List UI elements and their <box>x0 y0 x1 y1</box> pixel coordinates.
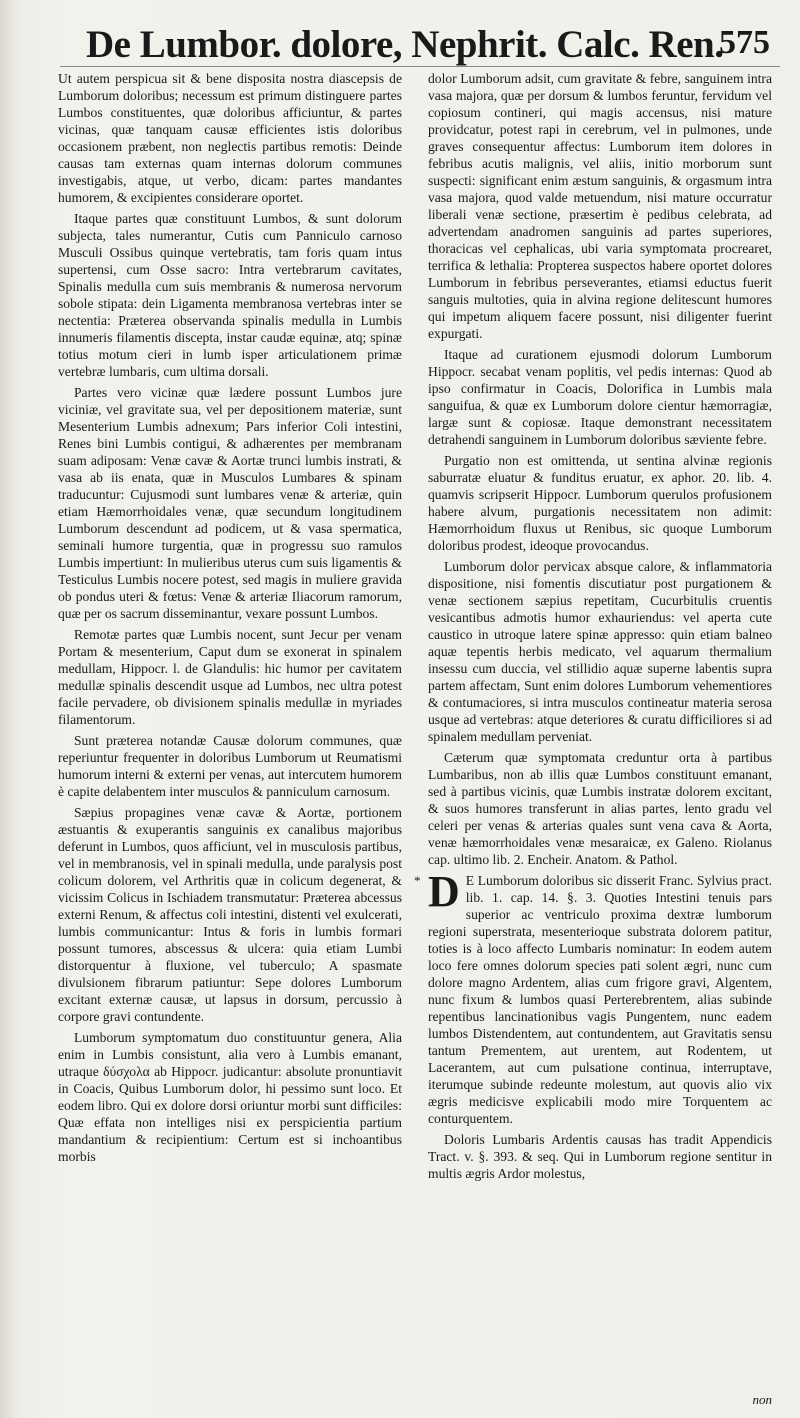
margin-marker: * <box>414 873 421 888</box>
paragraph: Cæterum quæ symptomata creduntur orta à partibus Lumbaribus, non ab illis quæ Lumbos constituunt emanant, sed à partibus vicinis, quæ Lumbis instratæ dolorem excitant, & suos humores transferunt in alias partes, lento gradu vel celeri per venas & arterias quales sunt vena cava & Aorta, venæ hæmorrhoidales venæ mesaraicæ, ex Galeno. Riolanus cap. ultimo lib. 2. Encheir. Anatom. & Pathol. <box>428 750 772 867</box>
paragraph: Ut autem perspicua sit & bene disposita nostra diascepsis de Lumborum doloribus; necessum est primum distinguere partes Lumbos constituentes, quæ doloribus afficiuntur, & partes vicinas, quæ tanquam causæ efficientes istis doloribus occasionem præbent, non neglectis partibus remotis: Deinde causas tam externas quam internas dolorum communes investigabis, atque, ut verbo, dicam: partes mandantes humorem, & excipientes considerare oportet. <box>58 71 402 205</box>
paragraph: Remotæ partes quæ Lumbis nocent, sunt Jecur per venam Portam & mesenterium, Caput dum se exonerat in spinalem medullam, Hippocr. l. de Glandulis: hic humor per cavitatem medullæ spinalis descendit usque ad Lumbos, nec ultra potest facile pervadere, ob divisionem spinalis medullæ in myriades filamentorum. <box>58 627 402 727</box>
paragraph: dolor Lumborum adsit, cum gravitate & febre, sanguinem intra vasa majora, quæ per dorsum & lumbos feruntur, fervidum vel copiosum contineri, qui magis accensus, nisi mature providcatur, potest rapi in cerebrum, vel in pulmones, unde graves consequentur affectus: Lumborum item dolores in febribus acutis malignis, vel aliis, initio morborum sunt suspecti: significant enim æstum sanguinis, & orgasmum intra vasa majora, quod valde metuendum, nisi mature occurratur liberali venæ sectione, præsertim è pedibus celebrata, ad advertendam anadromen sanguinis ad partes superiores, thoracicas vel cephalicas, ubi varia symptomata procrearet, terrifica & lethalia: Propterea suspectos habere oportet dolores Lumborum in febribus perseverantes, etiamsi eductus fuerit sanguis multoties, quia in alvina regione delitescunt humores qui impetum aliquem facere possunt, nisi diligenter fuerint expurgati. <box>428 71 772 341</box>
drop-capital: D <box>428 867 460 916</box>
paragraph: Sæpius propagines venæ cavæ & Aortæ, portionem æstuantis & exuperantis sanguinis ex canalibus majoribus deferunt in Lumbos, quos afficiunt, vel in musculosis partibus, vel in membranosis, vel in spinali medulla, unde paralysis post colicum dolorem, vel Arthritis quæ in colicum degenerat, & vicissim Colicus in Ischiadem transmutatur: Præterea abcessus externi Renum, & affectus coli intestini, distenti vel exulcerati, lumbis communicantur: Intus & foris in lumbis formari possunt tumores, abscessus & ulcera: quia etiam Lumbi distorquentur à fluxione, vel tuberculo; A spasmate divulsionem fibrarum patiuntur: Sepe dolores Lumborum excitant externæ causæ, ut lapsus in dorsum, percussio à corpore gravi contundente. <box>58 805 402 1024</box>
running-title: De Lumbor. dolore, Nephrit. Calc. Ren. <box>86 23 724 66</box>
paragraph: Sunt præterea notandæ Causæ dolorum communes, quæ reperiuntur frequenter in doloribus Lumborum ut Reumatismi humorum interni & externi per venas, aut intercutem humorem è capite delabentem inter musculos & panniculum carnosum. <box>58 733 402 799</box>
paragraph: Purgatio non est omittenda, ut sentina alvinæ regionis saburratæ eluatur & funditus eruatur, ex aphor. 20. lib. 4. quamvis scripserit Hippocr. Lumborum querulos profusionem habere alvum, purgationis necessitatem non adimit: Hæmorrhoidum fluxus ut Renibus, sic quoque Lumborum doloribus prodest, ideoque provocandus. <box>428 453 772 553</box>
left-column <box>58 70 402 1410</box>
dropcap-section <box>414 867 772 1127</box>
page-number: 575 <box>719 24 770 61</box>
text-columns <box>58 70 772 1410</box>
page-header <box>60 14 780 67</box>
paragraph: Lumborum dolor pervicax absque calore, & inflammatoria dispositione, nisi fomentis discutiatur post purgationem & venæ sectionem sæpius repetitam, Cucurbitulis cruentis vesicantibus admotis humor exhauriendus: vel aperta cute caustico in utroque latere spinæ appresso: quin etiam balneo aquæ tepentis herbis medicato, vel aquarum thermalium insessu cum duccia, vel stillidio aquæ superne labentis supra partem affectam, Sunt enim dolores Lumborum vehementiores & contumaciores, si intra musculos contineatur materia serosa usque ad vertebras: atque deteriores & curatu difficiliores si ad spinalem medullam perveniat. <box>428 559 772 744</box>
paragraph: Itaque ad curationem ejusmodi dolorum Lumborum Hippocr. secabat venam poplitis, vel pedis internas: Quod ab ipso confirmatur in Coacis, Dolorifica in Lumbis mala sanguifua, & quæ ex Lumborum dolore cientur hæmorragiæ, largæ sunt & copiosæ. Itaque demonstrant necessitatem detrahendi sanguinem in Lumborum doloribus sæviente febre. <box>428 347 772 447</box>
paragraph: Doloris Lumbaris Ardentis causas has tradit Appendicis Tract. v. §. 393. & seq. Qui in Lumborum regione sentitur in multis ægris Ardor molestus, <box>428 1132 772 1181</box>
paragraph: E Lumborum doloribus sic disserit Franc. Sylvius pract. lib. 1. cap. 14. §. 3. Quoties Intestini tenuis pars superior ac ventriculo proxima dextræ lumborum regioni superstrata, mesenterioque substrata dolorem patitur, toties is à loco affecto Lumbaris nominatur: In eodem autem loco fere omnes dolorum species pati solent ægri, nunc cum dolore magno Ardentem, alias cum frigore gravi, Algentem, nunc fixum & lumbos quasi Perterebrentem, alias subinde repentibus lancinationibus vagis Pungentem, nunc eadem lumbos Distendentem, aut contundentem, aut Gravitatis sensu tantum Prementem, aut urentem, aut Rodentem, ut Lacerantem, aut cum pulsatione continua, interruptave, iterumque subinde redeunte molestum, aut quovis alio vix ægris medicisve explicabili modo mire Torquentem ac conturquentem. <box>428 873 772 1126</box>
paragraph: Lumborum symptomatum duo constituuntur genera, Alia enim in Lumbis consistunt, alia vero à Lumbis emanant, utraque δύσχολα ab Hippocr. judicantur: absolute pronuntiavit in Coacis, Quibus Lumborum dolor, hi pessimo sunt loco. Et eodem libro. Qui ex dolore dorsi oriuntur morbi sunt difficiles: Quæ effata non intelliges nisi ex perspicientia partium mandantium & recipientium: Certum est si inchoantibus morbis <box>58 1030 402 1164</box>
paragraph: Itaque partes quæ constituunt Lumbos, & sunt dolorum subjecta, tales numerantur, Cutis cum Panniculo carnoso Musculi Ossibus quinque vertebratis, tam foris quam intus supertensi, cum Osse sacro: Intra vertebrarum cavitates, Spinalis medulla cum suis membranis & numerosa nervorum sobole stipata: dein Ligamenta membranosa vertebras inter se nectentia: Præterea observanda spinalis medulla in Lumbis innumeris filamentis discepta, instar caudæ equinæ, atq; spinæ totius motum cieri in lumb isper articulationem primæ vertebræ lumbaris, cum ultima dorsali. <box>58 211 402 379</box>
right-column <box>414 70 772 1410</box>
paragraph: Partes vero vicinæ quæ lædere possunt Lumbos jure viciniæ, vel gravitate sua, vel per depositionem materiæ, sunt Mesenterium Lumbis adnexum; Pars inferior Coli intestini, Renes bini Lumbis contigui, & adhærentes per membranam suam adiposam: Venæ cavæ & Aortæ trunci lumbis instrati, & vasa ab iis enata, quæ in Musculos Lumbares & spinam traducuntur: Cujusmodi sunt lumbares venæ & arteriæ, quin etiam Hæmorrhoidales venæ, quæ secundum longitudinem Lumborum descendunt ad podicem, ut & vasa spermatica, seminali humore turgentia, quæ in progressu suo ramulos Lumbis impertiunt: In mulieribus uterus cum suis ligamentis & Testiculus Lumbis nocere potest, sed magis in muliere gravida ob pondus uteri & fœtus: Venæ & arteriæ Iliacorum ramorum, quæ per os sacrum disseminantur, vexare possunt Lumbos. <box>58 385 402 621</box>
catchword: non <box>752 1392 772 1407</box>
